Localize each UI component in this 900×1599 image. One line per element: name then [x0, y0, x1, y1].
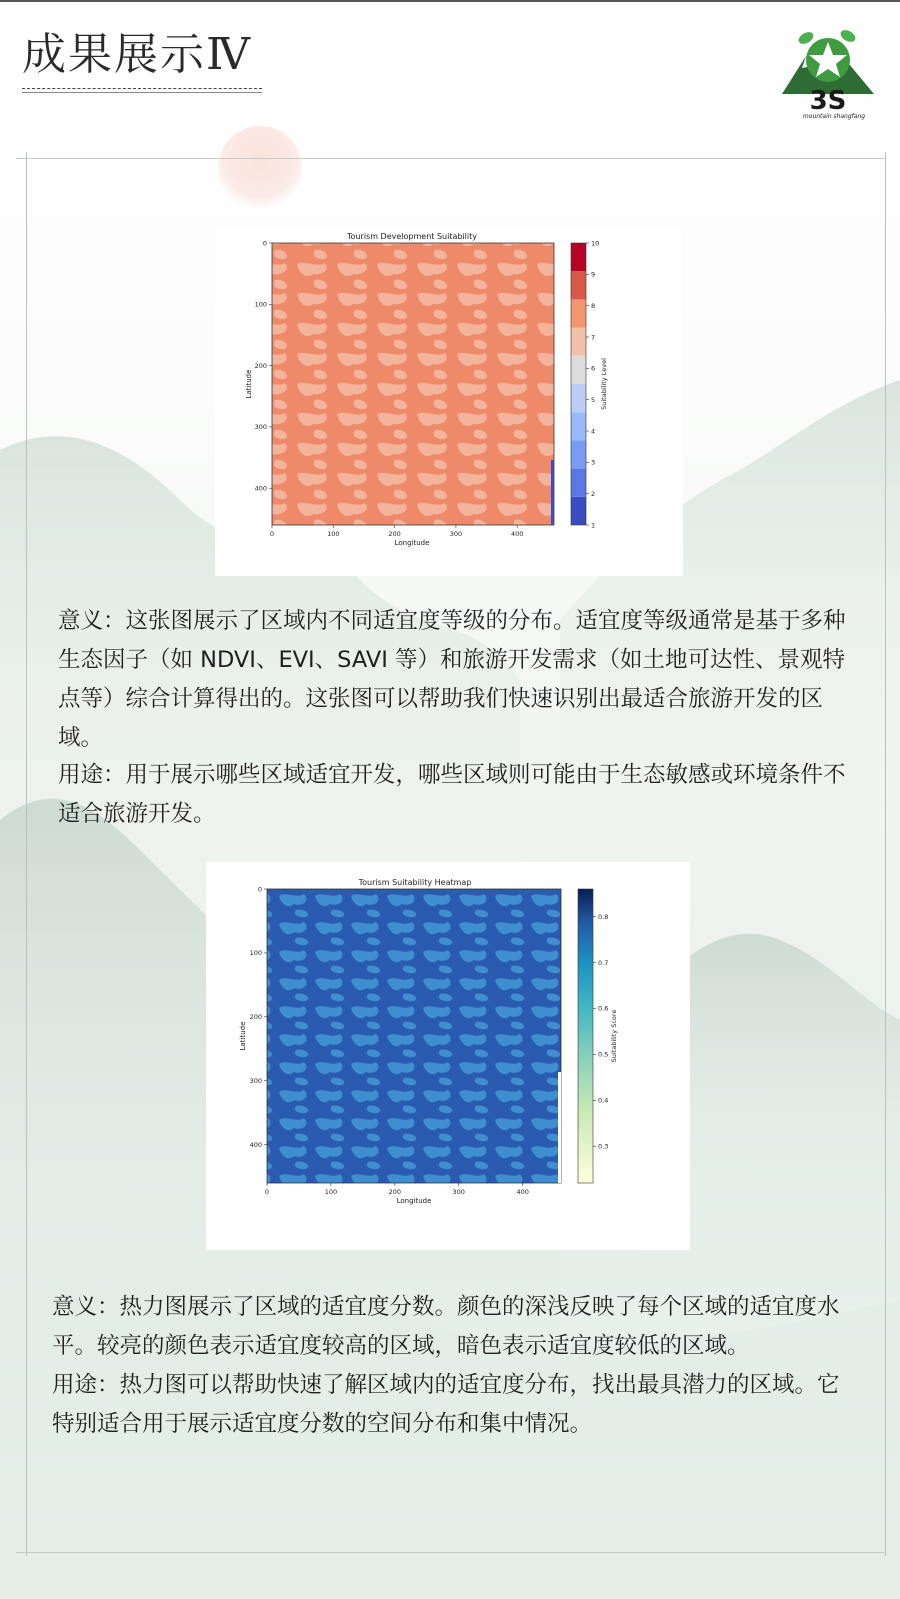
colorbar-tick-label: 0.5	[598, 1050, 609, 1059]
colorbar-segment	[571, 497, 586, 525]
fig1-x-tick-label: 0	[269, 530, 275, 538]
y-axis-label: Latitude	[245, 369, 253, 399]
colorbar-tick-label: 9	[591, 270, 596, 279]
y-axis-label: Latitude	[239, 1021, 247, 1051]
colorbar-tick-label: 0.6	[598, 1004, 609, 1013]
colorbar-label: Suitability Level	[600, 358, 608, 410]
title-underline-solid	[22, 92, 262, 93]
colorbar-tick-label: 0.4	[598, 1096, 609, 1105]
fig2-y-tick-label: 0	[257, 885, 262, 894]
figure1-meaning-text: 意义：这张图展示了区域内不同适宜度等级的分布。适宜度等级通常是基于多种生态因子（如 NDVI、EVI、SAVI 等）和旅游开发需求（如土地可达性、景观特点等）综合计算得出的。这张图可以帮助我们快速识别出最适合旅游开发的区域。	[58, 608, 846, 751]
page-title: 成果展示Ⅳ	[22, 29, 252, 80]
colorbar-tick-label: 0.8	[598, 912, 609, 921]
figure2-meaning-text: 意义：热力图展示了区域的适宜度分数。颜色的深浅反映了每个区域的适宜度水平。较亮的颜色表示适宜度较高的区域，暗色表示适宜度较低的区域。	[52, 1294, 840, 1359]
suitability-level-figure	[215, 230, 683, 576]
fig2-x-tick-label: 100	[324, 1188, 338, 1196]
x-axis-label: Longitude	[396, 1197, 432, 1205]
fig2-y-tick-label: 200	[249, 1013, 262, 1022]
colorbar-tick-label: 10	[591, 239, 600, 248]
colorbar-segment	[571, 412, 586, 440]
fig1-y-tick-label: 400	[254, 484, 267, 493]
fig1-x-tick-label: 200	[388, 530, 401, 538]
colorbar-tick-label: 6	[591, 364, 596, 373]
colorbar-segment	[571, 356, 586, 384]
star-mountain-logo	[776, 16, 880, 120]
fig2-y-tick-label: 400	[249, 1140, 262, 1149]
fig1-x-tick-label: 100	[327, 530, 340, 538]
map-edge-strip	[558, 1072, 561, 1183]
colorbar-tick-label: 2	[591, 489, 596, 498]
fig1-y-tick-label: 100	[254, 300, 267, 309]
colorbar-tick-label: 0.3	[598, 1142, 609, 1151]
fig2-y-tick-label: 100	[249, 949, 262, 958]
logo-subtext: mountain shangfang	[802, 113, 866, 120]
colorbar-segment	[571, 328, 586, 356]
colorbar-segment	[571, 299, 586, 327]
fig1-y-tick-label: 300	[254, 423, 267, 432]
fig1-y-tick-label: 200	[254, 361, 267, 370]
colorbar-segment	[571, 271, 586, 299]
x-axis-label: Longitude	[394, 539, 430, 547]
suitability-heatmap	[267, 889, 561, 1183]
fig1-y-tick-label: 0	[262, 239, 267, 248]
top-border	[0, 0, 900, 2]
frame-bottom-line	[16, 1552, 886, 1553]
fig2-x-tick-label: 300	[452, 1188, 465, 1196]
colorbar-tick-label: 7	[591, 333, 596, 342]
fig1-x-tick-label: 300	[449, 530, 463, 538]
colorbar-segment	[571, 384, 586, 412]
fig1-x-tick-label: 400	[511, 530, 524, 538]
colorbar-tick-label: 3	[591, 458, 596, 467]
fig2-x-tick-label: 200	[388, 1188, 402, 1196]
colorbar-tick-label: 8	[591, 301, 596, 310]
colorbar-tick-label: 0.7	[598, 958, 609, 967]
logo-text: 3S	[809, 86, 847, 116]
fig2-x-tick-label: 400	[516, 1188, 529, 1196]
colorbar-segment	[571, 243, 586, 271]
fig2-y-tick-label: 300	[249, 1077, 262, 1086]
colorbar-segment	[571, 469, 586, 497]
fig2-x-tick-label: 0	[264, 1188, 270, 1196]
suitability-heatmap-chart	[206, 862, 690, 1250]
colorbar	[578, 889, 593, 1183]
chart-title: Tourism Suitability Heatmap	[358, 878, 472, 887]
figure1-usage-text: 用途：用于展示哪些区域适宜开发，哪些区域则可能由于生态敏感或环境条件不适合旅游开发。	[58, 762, 846, 827]
figure2-usage-text: 用途：热力图可以帮助快速了解区域内的适宜度分布，找出最具潜力的区域。它特别适合用于展示适宜度分数的空间分布和集中情况。	[52, 1372, 840, 1437]
colorbar-label: Suitability Score	[610, 1009, 618, 1063]
suitability-map	[272, 243, 554, 525]
suitability-heatmap-figure	[206, 862, 690, 1250]
suitability-level-chart	[215, 230, 683, 576]
colorbar-tick-label: 1	[591, 521, 596, 530]
colorbar-tick-label: 4	[591, 427, 596, 436]
colorbar-segment	[571, 440, 586, 468]
colorbar-tick-label: 5	[591, 395, 596, 404]
title-underline	[22, 88, 262, 89]
chart-title: Tourism Development Suitability	[347, 232, 477, 241]
map-edge-strip	[551, 460, 554, 525]
